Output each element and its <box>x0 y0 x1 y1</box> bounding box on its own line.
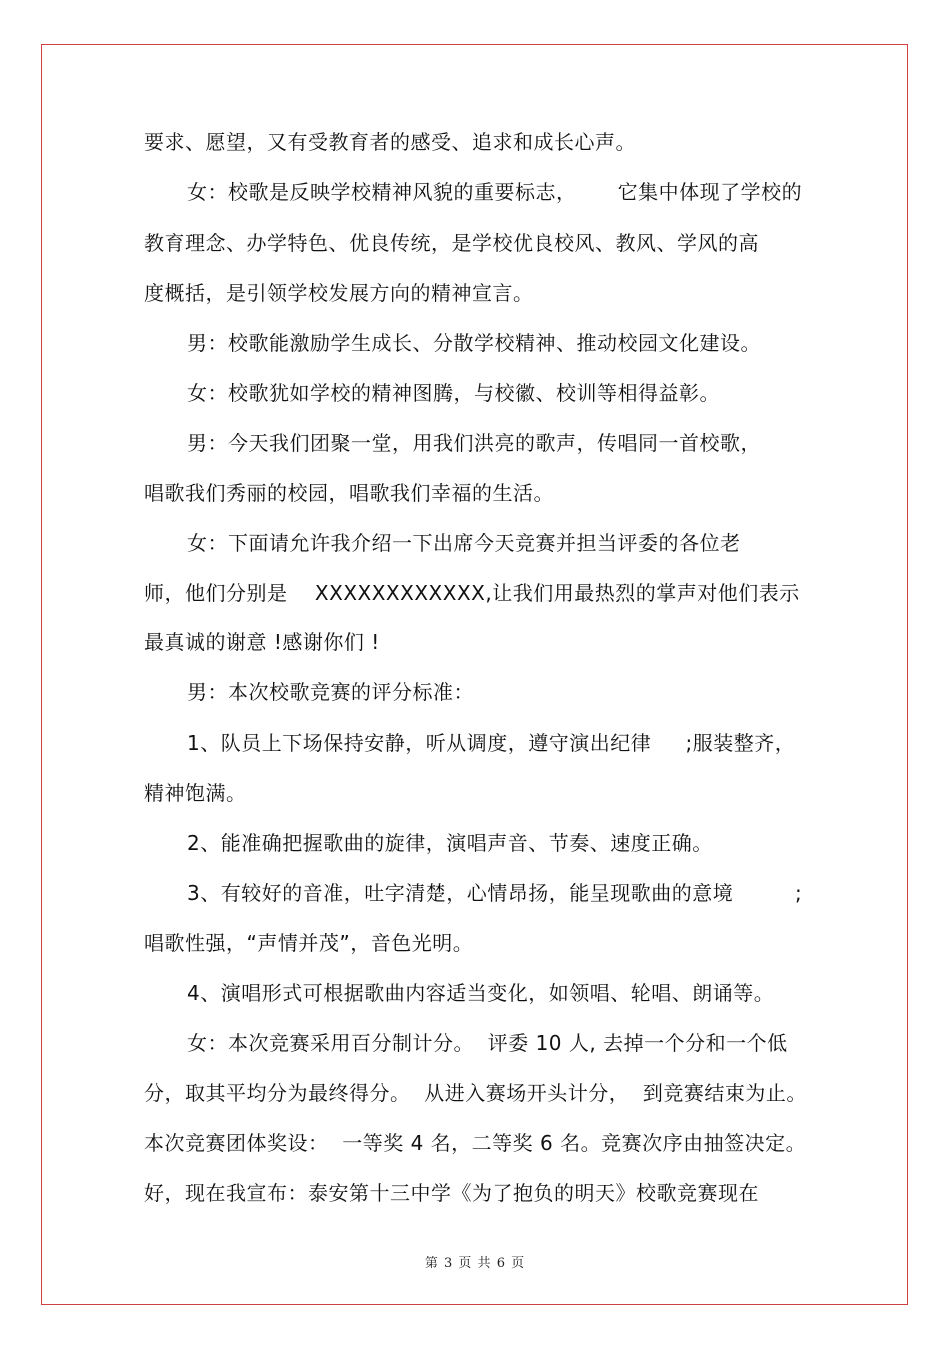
text-line: 女：下面请允许我介绍一下出席今天竞赛并担当评委的各位老 <box>187 531 741 555</box>
text-line: 男：本次校歌竞赛的评分标准： <box>187 680 474 704</box>
text-line: 唱歌我们秀丽的校园，唱歌我们幸福的生活。 <box>144 481 554 505</box>
text-line: 女：校歌是反映学校精神风貌的重要标志， 它集中体现了学校的 <box>187 180 803 204</box>
text-line: 女：本次竞赛采用百分制计分。 评委 10 人, 去掉一个分和一个低 <box>187 1031 788 1055</box>
text-line: 本次竞赛团体奖设： 一等奖 4 名，二等奖 6 名。竞赛次序由抽签决定。 <box>144 1131 807 1155</box>
page-footer: 第 3 页 共 6 页 <box>424 1256 526 1271</box>
text-line: 度概括，是引领学校发展方向的精神宣言。 <box>144 281 534 305</box>
text-line: 精神饱满。 <box>144 781 247 805</box>
text-line: 分，取其平均分为最终得分。 从进入赛场开头计分， 到竞赛结束为止。 <box>144 1081 807 1105</box>
text-line: 最真诚的谢意 !感谢你们 ! <box>144 630 380 654</box>
text-line: 1、队员上下场保持安静，听从调度，遵守演出纪律 ;服装整齐， <box>187 731 796 755</box>
text-line: 4、演唱形式可根据歌曲内容适当变化，如领唱、轮唱、朗诵等。 <box>187 981 775 1005</box>
text-line: 男：校歌能激励学生成长、分散学校精神、推动校园文化建设。 <box>187 331 761 355</box>
text-line: 男：今天我们团聚一堂，用我们洪亮的歌声，传唱同一首校歌， <box>187 431 761 455</box>
text-line: 3、有较好的音准，吐字清楚，心情昂扬，能呈现歌曲的意境 ; <box>187 881 803 905</box>
text-line: 唱歌性强，“声情并茂”，音色光明。 <box>144 931 474 955</box>
text-line: 好，现在我宣布：泰安第十三中学《为了抱负的明天》校歌竞赛现在 <box>144 1181 759 1205</box>
text-line: 2、能准确把握歌曲的旋律，演唱声音、节奏、速度正确。 <box>187 831 713 855</box>
text-line: 教育理念、办学特色、优良传统，是学校优良校风、教风、学风的高 <box>144 231 759 255</box>
text-line: 要求、愿望，又有受教育者的感受、追求和成长心声。 <box>144 130 636 154</box>
text-line: 师，他们分别是 XXXXXXXXXXXX,让我们用最热烈的掌声对他们表示 <box>144 581 800 605</box>
text-line: 女：校歌犹如学校的精神图腾，与校徽、校训等相得益彰。 <box>187 381 720 405</box>
